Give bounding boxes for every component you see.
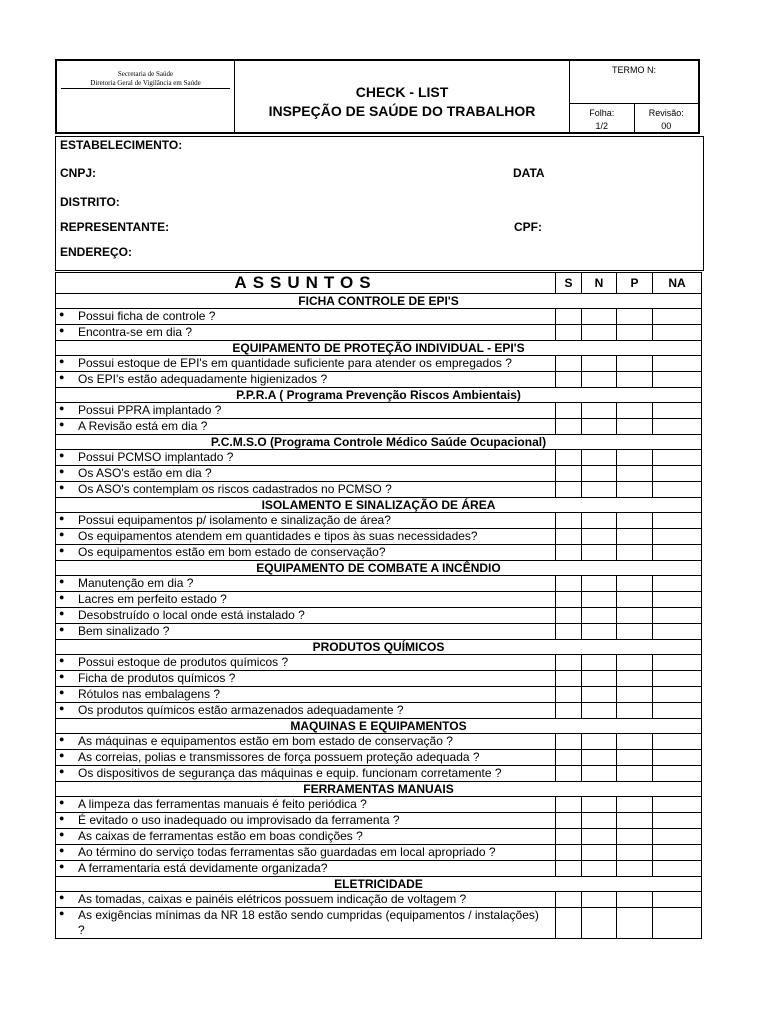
answer-n-cell[interactable] xyxy=(582,766,617,782)
item-cell xyxy=(56,734,556,750)
item-question: Possui equipamentos p/ isolamento e sinalização de área? xyxy=(78,513,391,527)
answer-s-cell[interactable] xyxy=(556,703,582,719)
answer-na-cell[interactable] xyxy=(653,608,702,624)
item-question: Os equipamentos atendem em quantidades e tipos às suas necessidades? xyxy=(78,529,478,543)
answer-p-cell[interactable] xyxy=(617,482,653,498)
answer-na-cell[interactable] xyxy=(653,545,702,561)
checklist-item-row xyxy=(56,608,702,624)
endereco-field[interactable]: ENDEREÇO: xyxy=(60,245,133,259)
checklist-item-row xyxy=(56,687,702,703)
answer-na-cell[interactable] xyxy=(653,450,702,466)
checklist-item-row xyxy=(56,513,702,529)
answer-n-cell[interactable] xyxy=(582,892,617,908)
answer-s-cell[interactable] xyxy=(556,861,582,877)
checklist-item-row xyxy=(56,466,702,482)
answer-p-cell[interactable] xyxy=(617,466,653,482)
checklist-item-row xyxy=(56,908,702,939)
bullet-icon: ● xyxy=(59,356,65,366)
section-title: FICHA CONTROLE DE EPI'S xyxy=(56,294,702,309)
answer-p-cell[interactable] xyxy=(617,513,653,529)
answer-na-cell[interactable] xyxy=(653,813,702,829)
answer-p-cell[interactable] xyxy=(617,845,653,861)
answer-p-cell[interactable] xyxy=(617,356,653,372)
checklist-item-row xyxy=(56,419,702,435)
section-header-row xyxy=(56,294,702,309)
checklist-item-row xyxy=(56,403,702,419)
answer-p-cell[interactable] xyxy=(617,734,653,750)
checklist-item-row xyxy=(56,309,702,325)
answer-p-cell[interactable] xyxy=(617,687,653,703)
answer-n-cell[interactable] xyxy=(582,813,617,829)
item-cell xyxy=(56,655,556,671)
checklist-body xyxy=(56,273,702,939)
answer-s-cell[interactable] xyxy=(556,671,582,687)
answer-n-cell[interactable] xyxy=(582,908,617,939)
answer-n-cell[interactable] xyxy=(582,687,617,703)
item-cell xyxy=(56,545,556,561)
answer-na-cell[interactable] xyxy=(653,861,702,877)
item-cell xyxy=(56,466,556,482)
checklist-item-row xyxy=(56,892,702,908)
answer-s-cell[interactable] xyxy=(556,482,582,498)
answer-na-cell[interactable] xyxy=(653,797,702,813)
item-question: Rótulos nas embalagens ? xyxy=(78,687,221,701)
item-question: Os ASO's contemplam os riscos cadastrados no PCMSO ? xyxy=(78,482,392,496)
answer-n-cell[interactable] xyxy=(582,797,617,813)
item-cell xyxy=(56,450,556,466)
item-cell xyxy=(56,829,556,845)
answer-p-cell[interactable] xyxy=(617,403,653,419)
answer-n-cell[interactable] xyxy=(582,372,617,388)
bullet-icon: ● xyxy=(59,750,65,760)
item-question: Os ASO's estão em dia ? xyxy=(78,466,212,480)
checklist-item-row xyxy=(56,671,702,687)
answer-na-cell[interactable] xyxy=(653,766,702,782)
answer-na-cell[interactable] xyxy=(653,513,702,529)
item-cell xyxy=(56,372,556,388)
section-title: EQUIPAMENTO DE COMBATE A INCÊNDIO xyxy=(56,561,702,576)
answer-s-cell[interactable] xyxy=(556,892,582,908)
item-cell xyxy=(56,592,556,608)
answer-s-cell[interactable] xyxy=(556,309,582,325)
checklist-item-row xyxy=(56,450,702,466)
item-cell xyxy=(56,797,556,813)
answer-na-cell[interactable] xyxy=(653,372,702,388)
answer-s-cell[interactable] xyxy=(556,403,582,419)
item-question: Os EPI's estão adequadamente higienizados ? xyxy=(78,372,328,386)
document-subtitle: INSPEÇÃO DE SAÚDE DO TRABALHOR xyxy=(268,103,536,119)
cpf-field[interactable]: CPF: xyxy=(514,220,542,234)
item-cell xyxy=(56,325,556,341)
cnpj-field[interactable]: CNPJ: xyxy=(60,166,97,180)
bullet-icon: ● xyxy=(59,466,65,476)
item-question: Possui estoque de EPI's em quantidade suficiente para atender os empregados ? xyxy=(78,356,512,370)
org-underline xyxy=(61,88,230,89)
item-cell xyxy=(56,356,556,372)
answer-s-cell[interactable] xyxy=(556,608,582,624)
answer-p-cell[interactable] xyxy=(617,576,653,592)
bullet-icon: ● xyxy=(59,797,65,807)
item-cell xyxy=(56,908,556,939)
section-title: EQUIPAMENTO DE PROTEÇÃO INDIVIDUAL - EPI'S xyxy=(56,341,702,356)
answer-s-cell[interactable] xyxy=(556,845,582,861)
checklist-item-row xyxy=(56,861,702,877)
item-question: Possui PCMSO implantado ? xyxy=(78,450,234,464)
estabelecimento-field[interactable]: ESTABELECIMENTO: xyxy=(60,138,183,152)
checklist-item-row xyxy=(56,372,702,388)
answer-na-cell[interactable] xyxy=(653,829,702,845)
checklist-item-row xyxy=(56,482,702,498)
item-question: As exigências mínimas da NR 18 estão sendo cumpridas (equipamentos / instalações) ? xyxy=(78,908,539,937)
answer-n-cell[interactable] xyxy=(582,829,617,845)
bullet-icon: ● xyxy=(59,655,65,665)
checklist-item-row xyxy=(56,813,702,829)
answer-s-cell[interactable] xyxy=(556,592,582,608)
answer-n-cell[interactable] xyxy=(582,309,617,325)
item-cell xyxy=(56,845,556,861)
answer-p-cell[interactable] xyxy=(617,419,653,435)
answer-p-cell[interactable] xyxy=(617,372,653,388)
bullet-icon: ● xyxy=(59,845,65,855)
answer-na-cell[interactable] xyxy=(653,703,702,719)
answer-n-cell[interactable] xyxy=(582,545,617,561)
bullet-icon: ● xyxy=(59,450,65,460)
answer-n-cell[interactable] xyxy=(582,466,617,482)
control-block xyxy=(569,61,698,132)
item-cell xyxy=(56,482,556,498)
answer-s-cell[interactable] xyxy=(556,829,582,845)
answer-s-cell[interactable] xyxy=(556,797,582,813)
answer-p-cell[interactable] xyxy=(617,703,653,719)
answer-p-cell[interactable] xyxy=(617,592,653,608)
bullet-icon: ● xyxy=(59,403,65,413)
checklist-item-row xyxy=(56,845,702,861)
answer-n-cell[interactable] xyxy=(582,482,617,498)
bullet-icon: ● xyxy=(59,734,65,744)
org-line-1: Secretaria de Saúde xyxy=(117,70,174,78)
section-header-row xyxy=(56,341,702,356)
checklist-item-row xyxy=(56,325,702,341)
answer-s-cell[interactable] xyxy=(556,813,582,829)
item-cell xyxy=(56,861,556,877)
answer-p-cell[interactable] xyxy=(617,892,653,908)
document-header xyxy=(55,59,700,134)
bullet-icon: ● xyxy=(59,309,65,319)
item-cell xyxy=(56,766,556,782)
item-cell xyxy=(56,624,556,640)
answer-na-cell[interactable] xyxy=(653,892,702,908)
answer-s-cell[interactable] xyxy=(556,529,582,545)
answer-s-cell[interactable] xyxy=(556,356,582,372)
item-question: Os equipamentos estão em bom estado de conservação? xyxy=(78,545,386,559)
column-na-header: NA xyxy=(653,273,702,294)
answer-s-cell[interactable] xyxy=(556,576,582,592)
answer-na-cell[interactable] xyxy=(653,356,702,372)
answer-s-cell[interactable] xyxy=(556,419,582,435)
checklist-item-row xyxy=(56,797,702,813)
checklist-item-row xyxy=(56,734,702,750)
answer-na-cell[interactable] xyxy=(653,419,702,435)
answer-n-cell[interactable] xyxy=(582,703,617,719)
answer-na-cell[interactable] xyxy=(653,309,702,325)
item-cell xyxy=(56,403,556,419)
item-cell xyxy=(56,687,556,703)
bullet-icon: ● xyxy=(59,908,65,918)
bullet-icon: ● xyxy=(59,892,65,902)
section-header-row xyxy=(56,388,702,403)
answer-na-cell[interactable] xyxy=(653,592,702,608)
bullet-icon: ● xyxy=(59,325,65,335)
answer-na-cell[interactable] xyxy=(653,845,702,861)
answer-na-cell[interactable] xyxy=(653,482,702,498)
answer-p-cell[interactable] xyxy=(617,813,653,829)
folha-value: 1/2 xyxy=(595,121,608,131)
item-question: Possui estoque de produtos químicos ? xyxy=(78,655,289,669)
answer-s-cell[interactable] xyxy=(556,466,582,482)
answer-p-cell[interactable] xyxy=(617,908,653,939)
answer-p-cell[interactable] xyxy=(617,655,653,671)
section-title: ISOLAMENTO E SINALIZAÇÃO DE ÁREA xyxy=(56,498,702,513)
item-question: A Revisão está em dia ? xyxy=(78,419,208,433)
checklist-item-row xyxy=(56,829,702,845)
bullet-icon: ● xyxy=(59,687,65,697)
section-title: PRODUTOS QUÍMICOS xyxy=(56,640,702,655)
data-field[interactable]: DATA xyxy=(513,166,545,180)
item-question: Ao término do serviço todas ferramentas são guardadas em local apropriado ? xyxy=(78,845,496,859)
checklist-item-row xyxy=(56,655,702,671)
item-cell xyxy=(56,608,556,624)
answer-s-cell[interactable] xyxy=(556,545,582,561)
answer-n-cell[interactable] xyxy=(582,325,617,341)
answer-n-cell[interactable] xyxy=(582,608,617,624)
item-question: Possui ficha de controle ? xyxy=(78,309,216,323)
answer-na-cell[interactable] xyxy=(653,734,702,750)
item-question: A limpeza das ferramentas manuais é feito periódica ? xyxy=(78,797,367,811)
org-line-2: Diretoria Geral de Vigilância em Saúde xyxy=(90,79,201,87)
item-question: Bem sinalizado ? xyxy=(78,624,170,638)
answer-s-cell[interactable] xyxy=(556,372,582,388)
bullet-icon: ● xyxy=(59,576,65,586)
item-question: É evitado o uso inadequado ou improvisado da ferramenta ? xyxy=(78,813,400,827)
item-cell xyxy=(56,703,556,719)
item-cell xyxy=(56,813,556,829)
answer-s-cell[interactable] xyxy=(556,450,582,466)
item-question: Manutenção em dia ? xyxy=(78,576,194,590)
answer-n-cell[interactable] xyxy=(582,419,617,435)
answer-p-cell[interactable] xyxy=(617,671,653,687)
answer-n-cell[interactable] xyxy=(582,513,617,529)
folha-cell xyxy=(570,104,634,132)
item-question: Os produtos químicos estão armazenados adequadamente ? xyxy=(78,703,404,717)
answer-n-cell[interactable] xyxy=(582,624,617,640)
bullet-icon: ● xyxy=(59,671,65,681)
bullet-icon: ● xyxy=(59,829,65,839)
column-p-header: P xyxy=(617,273,653,294)
checklist-item-row xyxy=(56,545,702,561)
sheet-info xyxy=(570,103,698,132)
answer-na-cell[interactable] xyxy=(653,624,702,640)
item-cell xyxy=(56,576,556,592)
table-header-row xyxy=(56,273,702,294)
item-question: Os dispositivos de segurança das máquinas e equip. funcionam corretamente ? xyxy=(78,766,502,780)
answer-s-cell[interactable] xyxy=(556,908,582,939)
bullet-icon: ● xyxy=(59,624,65,634)
answer-n-cell[interactable] xyxy=(582,403,617,419)
item-cell xyxy=(56,309,556,325)
bullet-icon: ● xyxy=(59,545,65,555)
org-block xyxy=(57,61,235,132)
item-question: As correias, polias e transmissores de força possuem proteção adequada ? xyxy=(78,750,480,764)
answer-na-cell[interactable] xyxy=(653,325,702,341)
assuntos-header: ASSUNTOS xyxy=(56,273,556,294)
bullet-icon: ● xyxy=(59,482,65,492)
section-title: ELETRICIDADE xyxy=(56,877,702,892)
revisao-value: 00 xyxy=(661,121,672,131)
section-title: FERRAMENTAS MANUAIS xyxy=(56,782,702,797)
answer-s-cell[interactable] xyxy=(556,687,582,703)
answer-p-cell[interactable] xyxy=(617,750,653,766)
checklist-item-row xyxy=(56,529,702,545)
answer-n-cell[interactable] xyxy=(582,671,617,687)
item-question: Possui PPRA implantado ? xyxy=(78,403,222,417)
bullet-icon: ● xyxy=(59,513,65,523)
column-s-header: S xyxy=(556,273,582,294)
answer-n-cell[interactable] xyxy=(582,356,617,372)
bullet-icon: ● xyxy=(59,861,65,871)
answer-n-cell[interactable] xyxy=(582,734,617,750)
bullet-icon: ● xyxy=(59,813,65,823)
answer-n-cell[interactable] xyxy=(582,592,617,608)
checklist-item-row xyxy=(56,624,702,640)
answer-s-cell[interactable] xyxy=(556,325,582,341)
folha-label: Folha: xyxy=(589,108,615,118)
section-title: MAQUINAS E EQUIPAMENTOS xyxy=(56,719,702,734)
answer-n-cell[interactable] xyxy=(582,576,617,592)
answer-p-cell[interactable] xyxy=(617,766,653,782)
item-question: Encontra-se em dia ? xyxy=(78,325,193,339)
answer-p-cell[interactable] xyxy=(617,624,653,640)
answer-na-cell[interactable] xyxy=(653,466,702,482)
answer-s-cell[interactable] xyxy=(556,624,582,640)
answer-n-cell[interactable] xyxy=(582,861,617,877)
answer-na-cell[interactable] xyxy=(653,750,702,766)
checklist-item-row xyxy=(56,356,702,372)
item-cell xyxy=(56,671,556,687)
item-question: A ferramentaria está devidamente organizada? xyxy=(78,861,328,875)
item-cell xyxy=(56,513,556,529)
section-title: P.C.M.S.O (Programa Controle Médico Saúde Ocupacional) xyxy=(56,435,702,450)
section-header-row xyxy=(56,435,702,450)
answer-na-cell[interactable] xyxy=(653,403,702,419)
checklist-item-row xyxy=(56,766,702,782)
checklist-table xyxy=(55,272,702,939)
item-cell xyxy=(56,529,556,545)
section-header-row xyxy=(56,877,702,892)
checklist-item-row xyxy=(56,703,702,719)
answer-na-cell[interactable] xyxy=(653,529,702,545)
bullet-icon: ● xyxy=(59,592,65,602)
section-header-row xyxy=(56,498,702,513)
item-question: As caixas de ferramentas estão em boas condições ? xyxy=(78,829,363,843)
answer-p-cell[interactable] xyxy=(617,309,653,325)
answer-p-cell[interactable] xyxy=(617,797,653,813)
answer-s-cell[interactable] xyxy=(556,513,582,529)
establishment-box xyxy=(55,136,704,271)
answer-na-cell[interactable] xyxy=(653,908,702,939)
answer-n-cell[interactable] xyxy=(582,845,617,861)
answer-p-cell[interactable] xyxy=(617,529,653,545)
section-header-row xyxy=(56,719,702,734)
title-block xyxy=(235,61,569,132)
item-question: As máquinas e equipamentos estão em bom estado de conservação ? xyxy=(78,734,453,748)
answer-n-cell[interactable] xyxy=(582,750,617,766)
section-title: P.P.R.A ( Programa Prevenção Riscos Ambientais) xyxy=(56,388,702,403)
bullet-icon: ● xyxy=(59,703,65,713)
checklist-item-row xyxy=(56,576,702,592)
item-cell xyxy=(56,750,556,766)
document-title: CHECK - LIST xyxy=(355,84,449,100)
revisao-cell xyxy=(634,104,699,132)
section-header-row xyxy=(56,561,702,576)
checklist-item-row xyxy=(56,592,702,608)
answer-p-cell[interactable] xyxy=(617,450,653,466)
termo-field[interactable]: TERMO N: xyxy=(612,65,656,75)
bullet-icon: ● xyxy=(59,529,65,539)
item-question: Lacres em perfeito estado ? xyxy=(78,592,227,606)
bullet-icon: ● xyxy=(59,608,65,618)
bullet-icon: ● xyxy=(59,372,65,382)
answer-p-cell[interactable] xyxy=(617,325,653,341)
bullet-icon: ● xyxy=(59,419,65,429)
item-cell xyxy=(56,892,556,908)
column-n-header: N xyxy=(582,273,617,294)
bullet-icon: ● xyxy=(59,766,65,776)
item-question: Desobstruído o local onde está instalado ? xyxy=(78,608,305,622)
answer-p-cell[interactable] xyxy=(617,545,653,561)
answer-p-cell[interactable] xyxy=(617,861,653,877)
checklist-item-row xyxy=(56,750,702,766)
representante-field[interactable]: REPRESENTANTE: xyxy=(60,220,170,234)
answer-na-cell[interactable] xyxy=(653,687,702,703)
answer-n-cell[interactable] xyxy=(582,655,617,671)
revisao-label: Revisão: xyxy=(648,108,684,118)
org-name xyxy=(57,70,234,88)
answer-na-cell[interactable] xyxy=(653,655,702,671)
item-question: Ficha de produtos químicos ? xyxy=(78,671,236,685)
section-header-row xyxy=(56,782,702,797)
item-cell xyxy=(56,419,556,435)
answer-na-cell[interactable] xyxy=(653,671,702,687)
answer-na-cell[interactable] xyxy=(653,576,702,592)
section-header-row xyxy=(56,640,702,655)
answer-s-cell[interactable] xyxy=(556,655,582,671)
answer-p-cell[interactable] xyxy=(617,608,653,624)
distrito-field[interactable]: DISTRITO: xyxy=(60,195,120,209)
answer-n-cell[interactable] xyxy=(582,450,617,466)
answer-s-cell[interactable] xyxy=(556,750,582,766)
answer-s-cell[interactable] xyxy=(556,734,582,750)
answer-n-cell[interactable] xyxy=(582,529,617,545)
answer-s-cell[interactable] xyxy=(556,766,582,782)
answer-p-cell[interactable] xyxy=(617,829,653,845)
item-question: As tomadas, caixas e painéis elétricos possuem indicação de voltagem ? xyxy=(78,892,467,906)
